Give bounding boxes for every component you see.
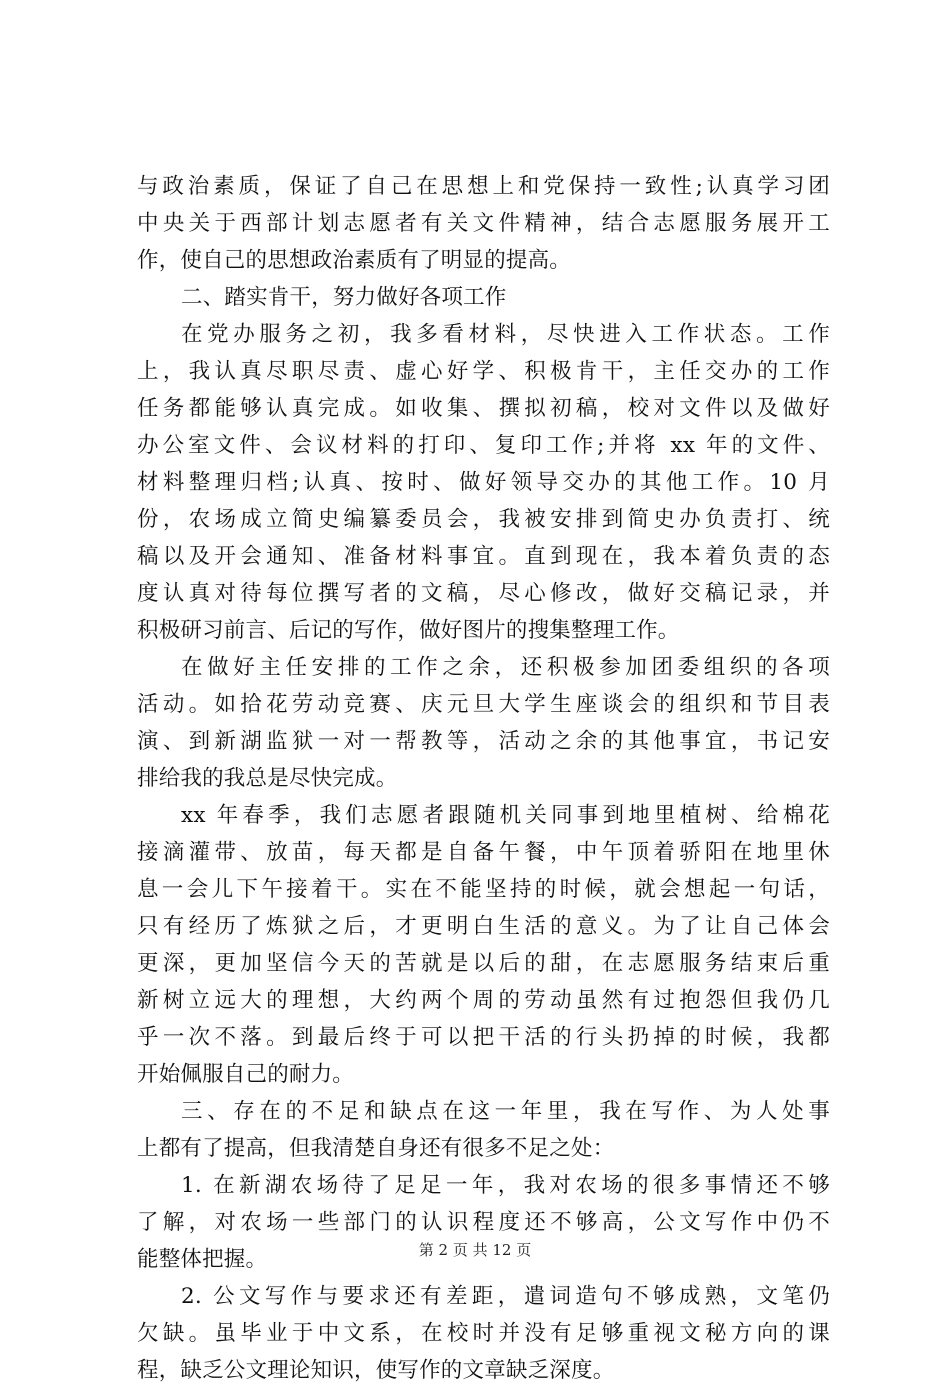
text-line: 上，我认真尽职尽责、虚心好学、积极肯干，主任交办的工作 bbox=[137, 359, 830, 384]
text-line: 乎一次不落。到最后终于可以把干活的行头扔掉的时候，我都 bbox=[137, 1025, 830, 1050]
text-line: 上都有了提高，但我清楚自身还有很多不足之处： bbox=[137, 1136, 615, 1161]
text-line: 更深，更加坚信今天的苦就是以后的甜，在志愿服务结束后重 bbox=[137, 951, 830, 976]
text-line: 2. 公文写作与要求还有差距，遣词造句不够成熟，文笔仍 bbox=[181, 1284, 830, 1309]
text-line: 能整体把握。 bbox=[137, 1247, 268, 1272]
text-line: 只有经历了炼狱之后，才更明白生活的意义。为了让自己体会 bbox=[137, 914, 830, 939]
text-line: 1. 在新湖农场待了足足一年，我对农场的很多事情还不够 bbox=[181, 1173, 830, 1198]
text-line: 排给我的我总是尽快完成。 bbox=[137, 766, 398, 791]
text-line: 在党办服务之初，我多看材料，尽快进入工作状态。工作 bbox=[181, 322, 830, 347]
page-footer: 第 2 页 共 12 页 bbox=[418, 1241, 532, 1259]
text-line: 接滴灌带、放苗，每天都是自备午餐，中午顶着骄阳在地里休 bbox=[137, 840, 830, 865]
text-line: 任务都能够认真完成。如收集、撰拟初稿，校对文件以及做好 bbox=[137, 396, 830, 421]
text-line: xx 年春季，我们志愿者跟随机关同事到地里植树、给棉花 bbox=[181, 803, 830, 828]
document-body bbox=[137, 168, 830, 1389]
text-line: 份，农场成立简史编纂委员会，我被安排到简史办负责打、统 bbox=[137, 507, 830, 532]
text-line: 新树立远大的理想，大约两个周的劳动虽然有过抱怨但我仍几 bbox=[137, 988, 830, 1013]
text-line: 作，使自己的思想政治素质有了明显的提高。 bbox=[137, 248, 572, 273]
text-line: 度认真对待每位撰写者的文稿，尽心修改，做好交稿记录，并 bbox=[137, 581, 830, 606]
text-line: 息一会儿下午接着干。实在不能坚持的时候，就会想起一句话， bbox=[137, 877, 830, 902]
text-line: 三、存在的不足和缺点在这一年里，我在写作、为人处事 bbox=[181, 1099, 830, 1124]
text-line: 在做好主任安排的工作之余，还积极参加团委组织的各项 bbox=[181, 655, 830, 680]
text-line: 积极研习前言、后记的写作，做好图片的搜集整理工作。 bbox=[137, 618, 680, 643]
text-line: 与政治素质，保证了自己在思想上和党保持一致性;认真学习团 bbox=[137, 174, 830, 199]
text-line: 演、到新湖监狱一对一帮教等，活动之余的其他事宜，书记安 bbox=[137, 729, 830, 754]
text-line: 材料整理归档;认真、按时、做好领导交办的其他工作。10 月 bbox=[137, 470, 830, 495]
text-line: 办公室文件、会议材料的打印、复印工作;并将 xx 年的文件、 bbox=[137, 433, 830, 458]
text-line: 程，缺乏公文理论知识，使写作的文章缺乏深度。 bbox=[137, 1358, 615, 1383]
text-line: 欠缺。虽毕业于中文系，在校时并没有足够重视文秘方向的课 bbox=[137, 1321, 830, 1346]
text-line: 了解，对农场一些部门的认识程度还不够高，公文写作中仍不 bbox=[137, 1210, 830, 1235]
text-line: 开始佩服自己的耐力。 bbox=[137, 1062, 355, 1087]
text-line: 二、踏实肯干，努力做好各项工作 bbox=[181, 285, 507, 310]
text-line: 稿以及开会通知、准备材料事宜。直到现在，我本着负责的态 bbox=[137, 544, 830, 569]
text-line: 中央关于西部计划志愿者有关文件精神，结合志愿服务展开工 bbox=[137, 211, 830, 236]
text-line: 活动。如拾花劳动竞赛、庆元旦大学生座谈会的组织和节目表 bbox=[137, 692, 830, 717]
